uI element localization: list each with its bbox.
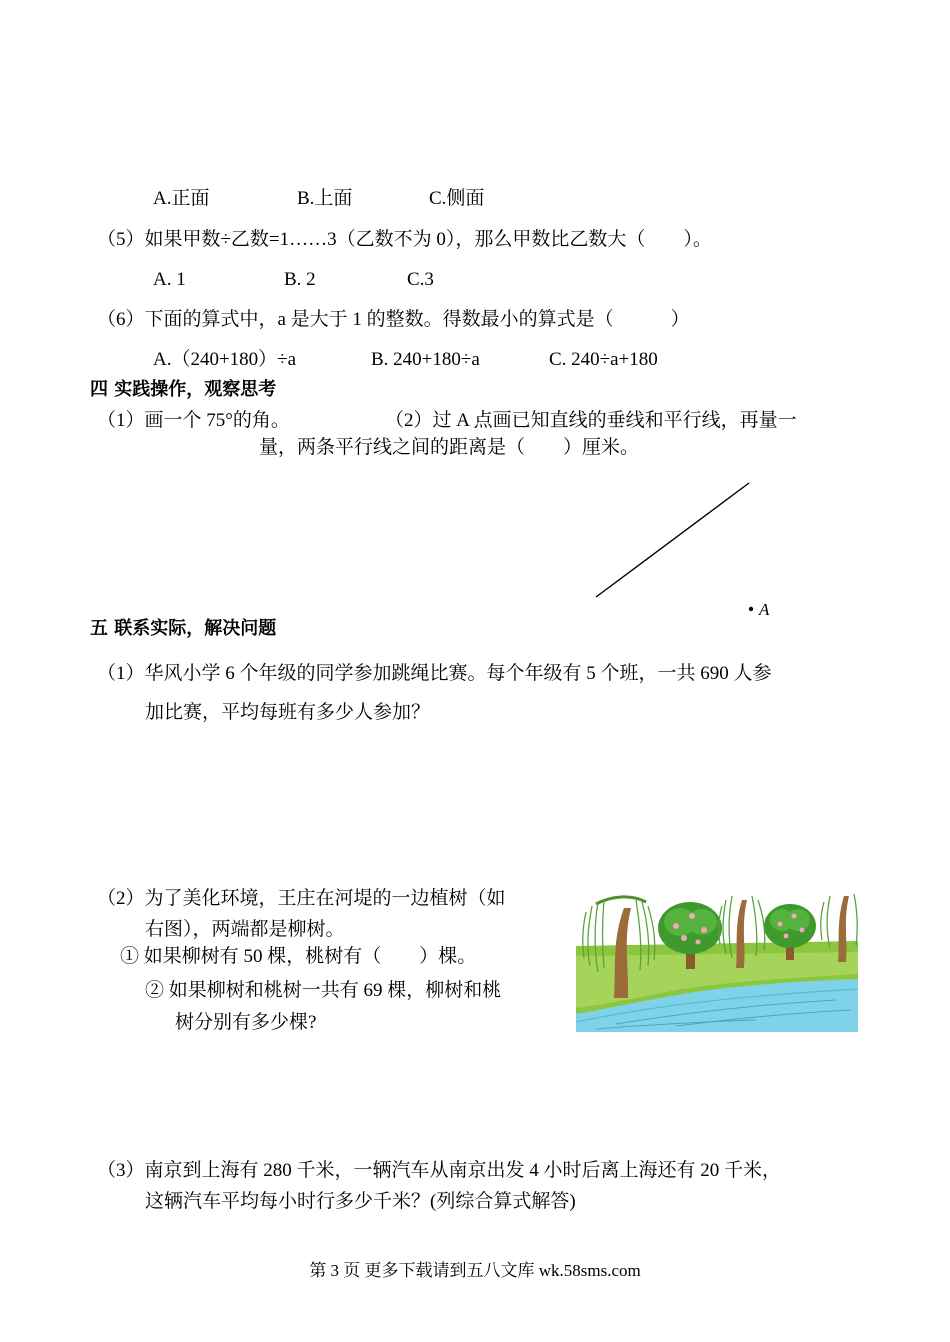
problem2-sub1: ① 如果柳树有 50 棵，桃树有（ ）棵。 [120,946,477,967]
q4-option-c: C.侧面 [429,188,485,209]
section4-q2-line1: （2）过 A 点画已知直线的垂线和平行线，再量一 [385,410,797,431]
problem2-sub2-line1: ② 如果柳树和桃树一共有 69 棵，柳树和桃 [145,980,502,1001]
page-footer: 第 3 页 更多下载请到五八文库 wk.58sms.com [309,1261,641,1280]
q5-question: （5）如果甲数÷乙数=1……3（乙数不为 0），那么甲数比乙数大（ ）。 [97,229,712,250]
section4-q1: （1）画一个 75°的角。 [97,410,290,431]
problem2-line1: （2）为了美化环境，王庄在河堤的一边植树（如 [97,888,506,909]
point-a-dot [749,607,753,611]
problem3-line2: 这辆汽车平均每小时行多少千米？(列综合算式解答) [145,1191,576,1212]
q4-option-b: B.上面 [297,188,353,209]
problem3-line1: （3）南京到上海有 280 千米，一辆汽车从南京出发 4 小时后离上海还有 20 千米， [97,1160,782,1181]
problem2-line2: 右图），两端都是柳树。 [145,919,345,940]
riverbank-trees-illustration [576,886,858,1032]
given-line-figure [580,470,800,630]
q6-option-b: B. 240+180÷a [371,349,480,370]
q5-option-c: C.3 [407,269,434,290]
problem1-line1: （1）华风小学 6 个年级的同学参加跳绳比赛。每个年级有 5 个班，一共 690 人参 [97,663,772,684]
problem1-line2: 加比赛，平均每班有多少人参加？ [145,702,431,723]
point-a-label: A [759,600,770,619]
q6-question: （6）下面的算式中，a 是大于 1 的整数。得数最小的算式是（ ） [97,309,690,330]
section4-title: 四 实践操作，观察思考 [90,379,277,400]
q6-option-a: A.（240+180）÷a [153,349,297,370]
section5-title: 五 联系实际，解决问题 [90,618,277,639]
given-line [596,483,749,597]
section4-q2-line2: 量，两条平行线之间的距离是（ ）厘米。 [259,437,640,458]
q5-option-b: B. 2 [284,269,316,290]
q5-option-a: A. 1 [153,269,186,290]
q4-option-a: A.正面 [153,188,210,209]
problem2-sub2-line2: 树分别有多少棵? [175,1012,317,1033]
q6-option-c: C. 240÷a+180 [549,349,658,370]
